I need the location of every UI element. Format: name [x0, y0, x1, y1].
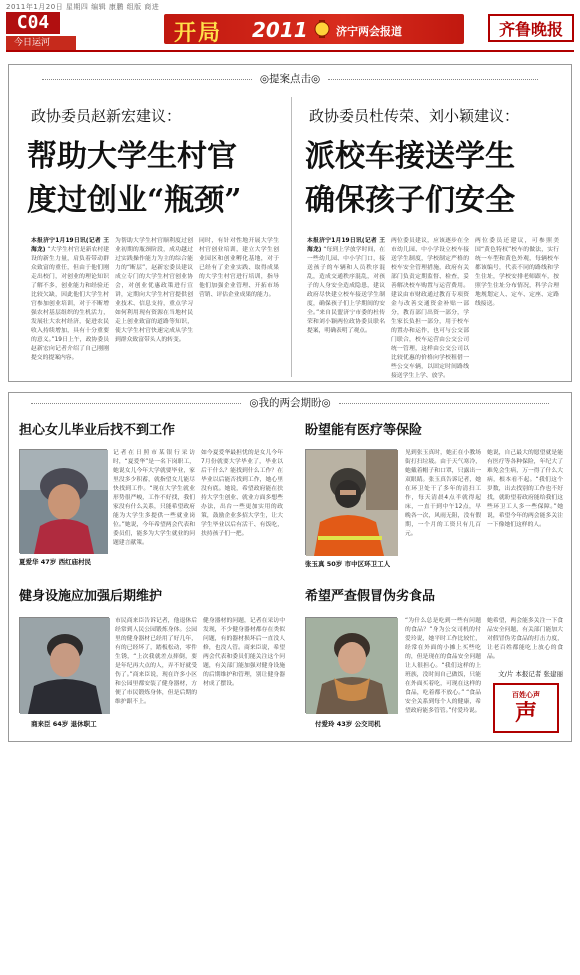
- right-story-text-3: 两位委员还建议，可参照美国“黄色特权”校车的做法，实行统一车型和黄色外观，每辆校车都该编号，代表不同的路线和学生住址，学校安排老师跟车，按照学生住址分布情况，科学合理地规划定人、定车、定座、定路线接送。: [475, 238, 559, 307]
- portrait-photo-fu-ailing: [305, 617, 397, 713]
- newspaper-logo: 齐鲁晚报: [488, 14, 574, 42]
- portrait-photo-shang-laichen: [19, 617, 109, 713]
- story-medical-insurance-column-2: [487, 449, 563, 573]
- story-daughter-job-column-2: [201, 449, 283, 573]
- banner-year: 2011: [252, 18, 308, 42]
- banner-subtitle: 济宁两会报道: [336, 25, 402, 38]
- right-story-text-2: 两位委员建议，应该逐步在全市幼儿园、中小学设立校车接送学生制度，学校制定严格的校车安全管理措施，政府有关部门负责定期监督、检查，妥善解决校车购置与运营费用。建议由市财政通过教育专项资金与改善交通资金补贴一部分，教育部门出资一部分，学生家长负担一部分，用于校车的置办和运作，也可与公交部门联合，校车运营由公交公司统一管理，这样由公交公司以比较优惠的价格向学校租借一些公交车辆，以固定时间路线接送学生上学、放学。: [391, 238, 469, 379]
- story-medical-insurance-text-1: 见到张玉真时，她正在小教场街打扫垃圾。由于天气寒冷，她戴着帽子和口罩，只露出一双眼睛。张玉真告诉记者，她在环卫处干了多年的清扫工作，每天清晨4点半就得起床，一直干到中午12点，早晚各一次，风雨无阻，没有假期，一个月的工资只有几百元。: [405, 450, 481, 537]
- photo-caption-xia-aihua: 夏爱华 47岁 西红庙村民: [19, 558, 92, 566]
- left-story-column-1: [31, 237, 109, 371]
- banner-title: 开局: [174, 20, 223, 46]
- voice-of-people-stamp: [493, 683, 559, 733]
- expectations-rubric: ◎我的两会期盼◎: [9, 395, 571, 410]
- portrait-photo-zhang-yuzhen: [305, 449, 397, 555]
- section-banner: [164, 14, 464, 44]
- story-daughter-job-text-1: 记者在日照市某银行采访时，“夏爱华”是一名下岗职工，她说女儿今年大学就要毕业，家里没多少积蓄，就指望女儿能尽快找到工作。“现在大学生就业形势很严峻，工作不好找，我们家没有什么关系，只能希望政府能为大学生多提供一些就业岗位。”她说，今年希望两会代表和委员们，能多为大学生就业的问题建言献策。: [113, 450, 195, 546]
- photo-caption-zhang-yuzhen: 张玉真 50岁 市中区环卫工人: [305, 560, 391, 568]
- portrait-sanitation-worker-icon: [306, 450, 398, 556]
- left-story-kicker: 政协委员赵新宏建议：: [31, 107, 182, 125]
- story-food-safety-text-1: “为什么总是吃到一些有问题的食品？”身为公交司机的付爱玲说，她平时工作比较忙，经常在外面的小摊上买些吃的，但是现在的食品安全问题让人很担心。“我们这样的上班族，没时间自己做饭，只能在外面买着吃，可现在这样的食品，吃着都不放心。”: [405, 618, 481, 696]
- portrait-elderly-man-icon: [20, 618, 110, 714]
- story-food-safety-text-3: “食品安全关系到每个人的健康，希望政府能多管管。”付爱玲说。: [405, 690, 481, 714]
- lantern-icon: [314, 20, 330, 38]
- stamp-big-character: 声: [514, 700, 537, 726]
- story-title-fitness-equipment: 健身设施应加强后期维护: [19, 589, 163, 604]
- left-story-headline-line1: 帮助大学生村官: [27, 139, 237, 174]
- right-story-column-3: [475, 237, 559, 371]
- left-story-text-1: “大学生村官是新农村建设的新生力量，肩负着带动群众致富的重任，但由于他们刚走出校门，对创业的理论知识了解不多，创业能力和经验还比较欠缺，因此他们大学生村官参加创业培训，对于不断增强农村基层组织的生机活力，发展壮大农村经济，促进农民收入持续增加，具有十分重要的意义。”19日上午，政协委员赵新宏向记者介绍了自己刚刚提交的提案内容。: [31, 247, 109, 361]
- portrait-woman-hat-icon: [20, 450, 108, 554]
- story-daughter-job-column-1: [113, 449, 195, 573]
- proposals-rubric: ◎提案点击◎: [9, 71, 571, 86]
- left-story-text-2: 为帮助大学生村官顺利度过创业初期的瓶颈阶段，成功越过过实践操作能力为主的综合能力的“断层”，赵新宏委员建议成立专门的大学生村官创业协会，对创业优惠政策进行宣讲，定期向大学生村官提供创业技术、信息支持，重点学习如何利用现有资源在当地村民走上创业致富的道路等知识，使大学生村官快速完成从学生到群众致富带头人的转变。: [115, 238, 193, 343]
- expectations-section: [8, 392, 572, 742]
- story-food-safety-byline: 文/片 本报记者 张建丽: [498, 670, 563, 678]
- story-fitness-equipment-column-1: [115, 617, 197, 729]
- right-story-text-1: “每到上学放学时间，在一些幼儿园、中小学门口，接送孩子的车辆和人员秩序混乱，造成交通秩序混乱，对孩子的人身安全造成隐患，建议政府尽快建立校车接送学生制度，确保孩子们上学期间的安全。”来自民盟济宁市委的杜传荣和刘小颖两位政协委员联名提案，明确表明了观点。: [307, 247, 385, 334]
- section-name: 今日运河: [6, 36, 76, 50]
- right-story-headline-line2: 确保孩子们安全: [305, 183, 515, 218]
- left-story-lead: 本报济宁1月19日讯(记者 王海龙): [31, 238, 109, 253]
- story-daughter-job-text-2: 如今夏爱华最担忧的是女儿今年7月份就要大学毕业了，毕业以后干什么？能找到什么工作？在毕业以后能否找到工作，她心里没有底。她说，希望政府能在扶持大学生创业、就业方面多想些办法，出台一些更加实用的政策，鼓励企业多招大学生，让大学生毕业以后有活干、有饭吃，扶持孩子们一把。: [201, 450, 283, 537]
- issue-info-line: 2011年1月20日 星期四 编辑 康鹏 组版 商进: [6, 3, 160, 11]
- right-story-kicker: 政协委员杜传荣、刘小颖建议：: [309, 107, 520, 125]
- story-fitness-equipment-text-1: 市民商来臣告诉记者，他退休后经常到人民公园锻炼身体。公园里的健身器材已经用了好几年，有的已经坏了，踏板松动，零件生锈，“上次我就差点摔倒，要是年纪再大点的人，弄不好就受伤了。”商来臣说，现在许多小区和公园里都安装了健身器材，方便了市民锻炼身体，但是后期的维护跟不上。: [115, 618, 197, 705]
- page-number: C04: [6, 12, 60, 34]
- left-story-column-2: [115, 237, 193, 371]
- story-fitness-equipment-column-2: [203, 617, 285, 729]
- portrait-woman-scarf-icon: [306, 618, 398, 714]
- stamp-seal-text: 百姓心声: [512, 691, 540, 699]
- left-story-text-3: 同时，有针对性地开展大学生村官创业培训，建立大学生创业园区和创业孵化基地，对于已经有了企业实践、取得成果的大学生村官进行培训，指导他们加强企业管理、开拓市场营销、评估企业成果的能力。: [199, 238, 279, 298]
- right-story-column-1: [307, 237, 385, 371]
- story-title-medical-insurance: 盼望能有医疗等保险: [305, 423, 423, 438]
- portrait-photo-xia-aihua: [19, 449, 107, 553]
- right-story-lead: 本报济宁1月19日讯(记者 王海龙): [307, 238, 385, 253]
- left-story-column-3: [199, 237, 279, 371]
- story-food-safety-column-2: [487, 617, 563, 667]
- story-medical-insurance-column-1: [405, 449, 481, 573]
- story-fitness-equipment-text-2: 健身器材的问题，记者在采访中发现，不少健身器材都存在类似问题，有的器材损坏后一直没人修，也没人管。商来臣说，希望两会代表和委员们能关注这个问题，有关部门能加强对健身设施的后期维护和管理，别让健身器材成了摆设。: [203, 618, 285, 687]
- story-medical-insurance-text-2: 她说，自己最大的愿望就是能有医疗等各种保险，年纪大了难免会生病，万一得了什么大病，根本看不起。“我们这个岁数，出去找别的工作也不好找，就盼望着政府能给我们这些环卫工人多一些保障。”她说，希望今年的两会能多关注一下像她们这样的人。: [487, 450, 563, 528]
- photo-caption-shang-laichen: 商来臣 64岁 退休职工: [31, 720, 97, 728]
- story-title-daughter-job: 担心女儿毕业后找不到工作: [19, 423, 176, 438]
- proposals-section: [8, 64, 572, 382]
- column-divider: [291, 97, 292, 377]
- photo-caption-fu-ailing: 付爱玲 43岁 公交司机: [315, 720, 381, 728]
- masthead: [6, 12, 574, 52]
- right-story-headline-line1: 派校车接送学生: [305, 139, 515, 174]
- story-food-safety-text-2: 她希望，两会能多关注一下食品安全问题，有关部门能加大对假冒伪劣食品的打击力度，让老百姓都能吃上放心的食品。: [487, 618, 563, 660]
- story-food-safety-column-1: [405, 617, 481, 729]
- story-title-food-safety: 希望严查假冒伪劣食品: [305, 589, 436, 604]
- right-story-column-2: [391, 237, 469, 379]
- left-story-headline-line2: 度过创业“瓶颈”: [27, 183, 242, 218]
